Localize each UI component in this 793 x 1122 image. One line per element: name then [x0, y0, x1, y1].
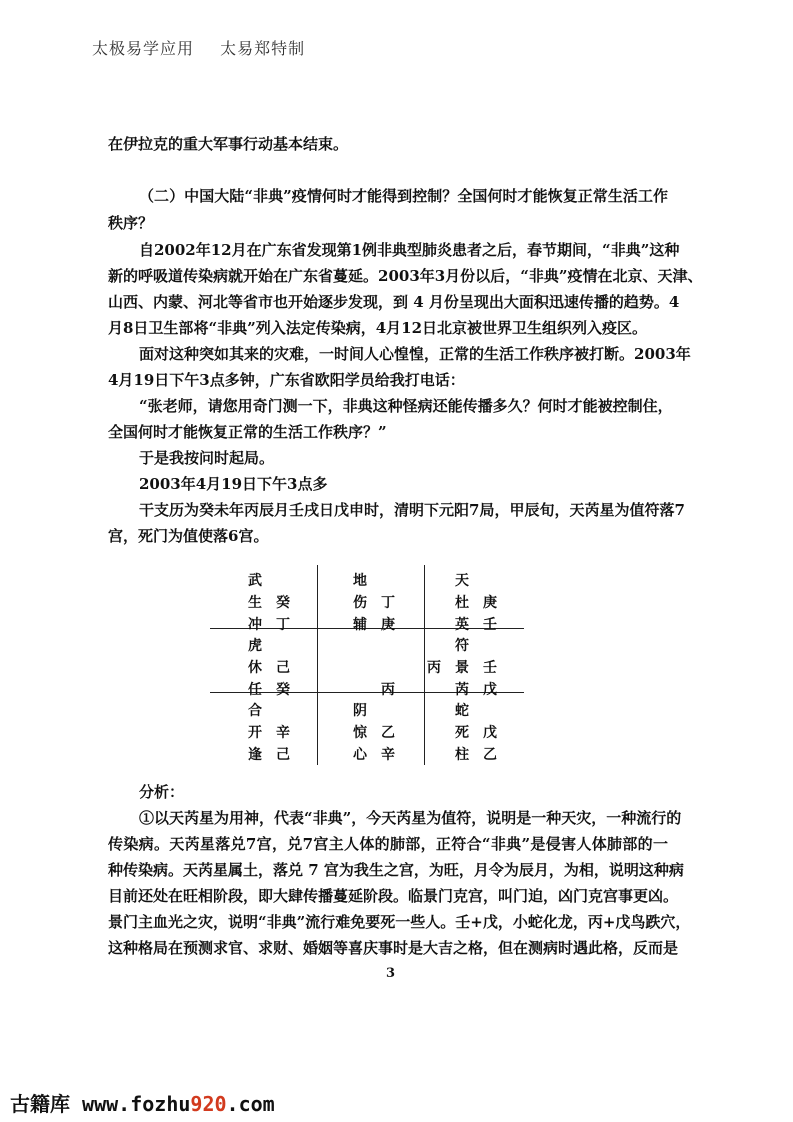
text-line: 月8日卫生部将“非典”列入法定传染病，4月12日北京被世界卫生组织列入疫区。: [108, 319, 648, 337]
chart-cell: 惊: [353, 725, 367, 741]
chart-cell: 乙: [381, 725, 395, 741]
text-line: 在伊拉克的重大军事行动基本结束。: [108, 135, 349, 153]
chart-cell: 死: [455, 725, 469, 741]
chart-cell: 癸: [276, 682, 290, 698]
chart-cell: 开: [248, 725, 262, 741]
footer-site-name: 古籍库: [10, 1092, 70, 1116]
quote-line: 全国何时才能恢复正常的生活工作秩序？”: [108, 423, 387, 441]
chart-cell: 丙: [381, 682, 395, 698]
text-line: 干支历为癸未年丙辰月壬戌日戊申时，清明下元阳7局，甲辰旬，天芮星为值符落7: [139, 501, 685, 519]
chart-cell: 地: [353, 573, 367, 589]
chart-cell: 逢: [248, 747, 262, 763]
chart-cell: 壬: [483, 660, 497, 676]
chart-cell: 戊: [483, 682, 497, 698]
chart-cell: 合: [248, 703, 262, 719]
chart-cell: 乙: [483, 747, 497, 763]
analysis-label: 分析：: [139, 783, 185, 801]
footer-url-num: 920: [190, 1092, 227, 1116]
chart-cell: 生: [248, 595, 262, 611]
text-line: 于是我按问时起局。: [139, 449, 275, 467]
chart-cell: 天: [455, 573, 469, 589]
text-line: 景门主血光之灾，说明“非典”流行难免要死一些人。壬+戊，小蛇化龙，丙+戊鸟跌穴，: [108, 913, 691, 931]
chart-cell: 辛: [381, 747, 395, 763]
chart-cell: 己: [276, 747, 290, 763]
quote-line: “张老师，请您用奇门测一下，非典这种怪病还能传播多久？何时才能被控制住，: [139, 397, 673, 415]
text-line: ①以天芮星为用神，代表“非典”，今天芮星为值符，说明是一种天灾，一种流行的: [139, 809, 682, 827]
chart-cell: 柱: [455, 747, 469, 763]
text-line: 这种格局在预测求官、求财、婚姻等喜庆事时是大吉之格，但在测病时遇此格，反而是: [108, 939, 679, 957]
text-line: 种传染病。天芮星属土，落兑 7 宫为我生之宫，为旺，月令为辰月，为相，说明这种病: [108, 861, 684, 879]
date-line: 2003年4月19日下午3点多: [139, 475, 328, 493]
chart-cell: 蛇: [455, 703, 469, 719]
chart-cell: 伤: [353, 595, 367, 611]
footer-url-prefix: www.fozhu: [82, 1092, 191, 1116]
chart-cell: 任: [248, 682, 262, 698]
text-line: 山西、内蒙、河北等省市也开始逐步发现，到 4 月份呈现出大面积迅速传播的趋势。4: [108, 293, 680, 311]
chart-cell: 辛: [276, 725, 290, 741]
text-line: 自2002年12月在广东省发现第1例非典型肺炎患者之后，春节期间，“非典”这种: [139, 241, 680, 259]
chart-cell: 丁: [276, 617, 290, 633]
chart-cell: 芮: [455, 682, 469, 698]
text-line: 传染病。天芮星落兑7宫，兑7宫主人体的肺部，正符合“非典”是侵害人体肺部的一: [108, 835, 668, 853]
chart-cell: 英: [455, 617, 469, 633]
chart-cell: 庚: [483, 595, 497, 611]
text-line: 目前还处在旺相阶段，即大肆传播蔓延阶段。临景门克宫，叫门迫，凶门克宫事更凶。: [108, 887, 679, 905]
chart-cell: 符: [455, 638, 469, 654]
chart-cell: 虎: [248, 638, 262, 654]
chart-cell: 阴: [353, 703, 367, 719]
header-right: 太易郑特制: [220, 39, 306, 58]
page-header: [92, 36, 325, 59]
text-line: 宫，死门为值使落6宫。: [108, 527, 269, 545]
chart-cell: 癸: [276, 595, 290, 611]
text-line: 新的呼吸道传染病就开始在广东省蔓延。2003年3月份以后，“非典”疫情在北京、天津、: [108, 267, 703, 285]
footer-url-suffix: .com: [226, 1092, 275, 1116]
chart-cell: 戊: [483, 725, 497, 741]
chart-cell: 杜: [455, 595, 469, 611]
chart-cell: 休: [248, 660, 262, 676]
chart-cell-side: 丙: [427, 660, 441, 676]
chart-cell: 庚: [381, 617, 395, 633]
text-line: 秩序？: [108, 214, 154, 232]
text-line: 4月19日下午3点多钟，广东省欧阳学员给我打电话：: [108, 371, 465, 389]
section-heading: （二）中国大陆“非典”疫情何时才能得到控制？全国何时才能恢复正常生活工作: [139, 187, 668, 205]
page-number: 3: [386, 966, 396, 981]
text-line: 面对这种突如其来的灾难，一时间人心惶惶，正常的生活工作秩序被打断。2003年: [139, 345, 691, 363]
chart-cell: 丁: [381, 595, 395, 611]
chart-cell: 己: [276, 660, 290, 676]
chart-cell: 景: [455, 660, 469, 676]
chart-cell: 武: [248, 573, 262, 589]
chart-cell: 辅: [353, 617, 367, 633]
header-left: 太极易学应用: [92, 39, 195, 58]
chart-cell: 心: [353, 747, 367, 763]
chart-cell: 冲: [248, 617, 262, 633]
chart-cell: 壬: [483, 617, 497, 633]
footer-watermark: [10, 1088, 275, 1117]
